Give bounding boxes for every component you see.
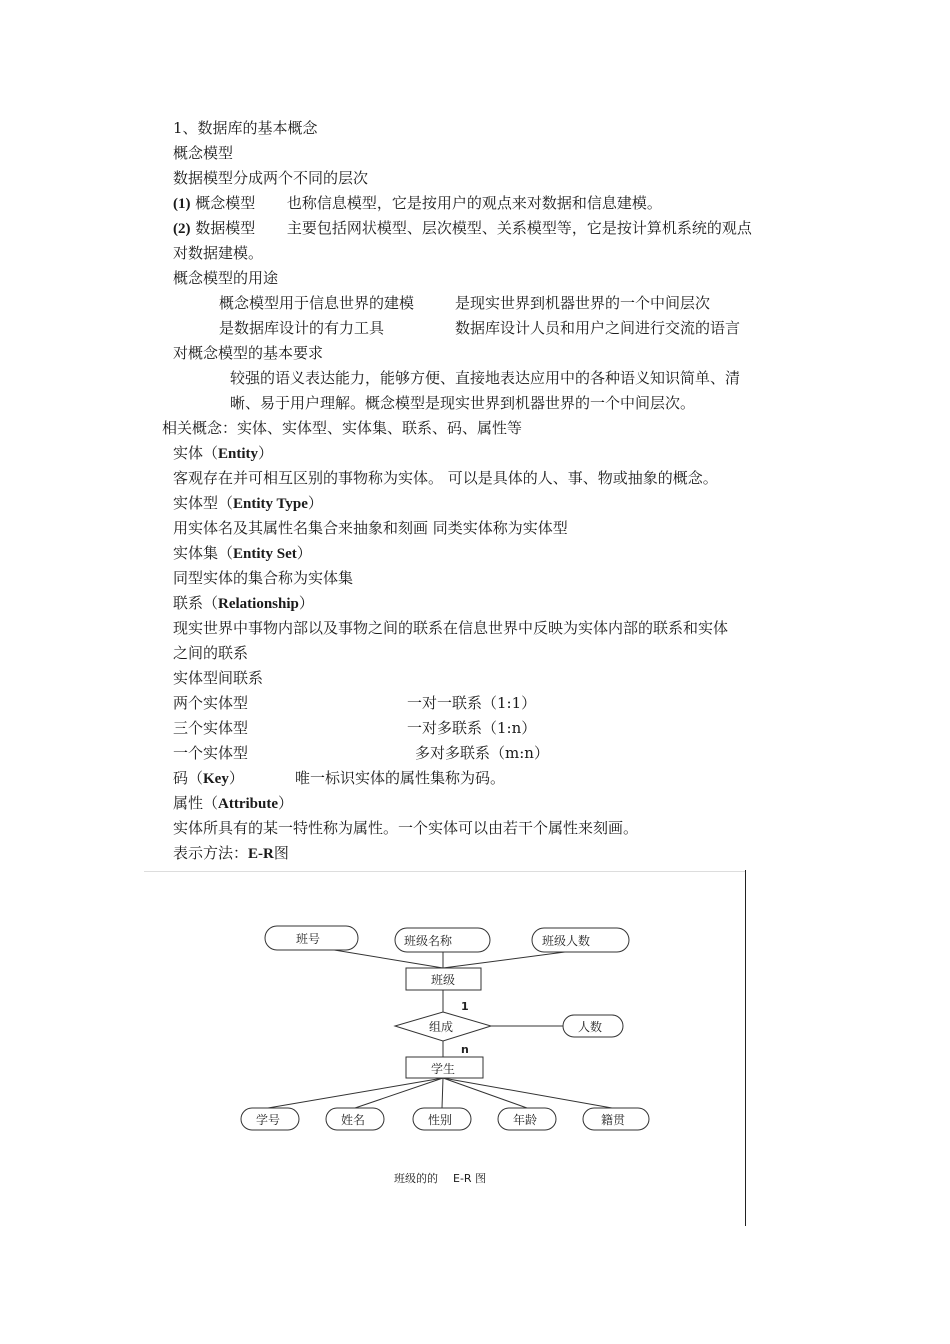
text-line: 较强的语义表达能力，能够方便、直接地表达应用中的各种语义知识简单、清	[230, 369, 741, 387]
attr-class-no-label: 班号	[296, 932, 321, 946]
list-number: (2)	[173, 221, 191, 237]
term: 概念模型	[195, 194, 256, 212]
cardinality-n: n	[461, 1043, 469, 1056]
connector-origin	[443, 1078, 612, 1108]
text-line: 之间的联系	[173, 644, 249, 662]
text-line: 一个实体型	[173, 744, 249, 762]
term-label: 联系（	[173, 594, 219, 612]
text-line: 客观存在并可相互区别的事物称为实体。 可以是具体的人、事、物或抽象的概念。	[173, 469, 718, 487]
term-label: 实体型（	[173, 494, 234, 512]
attr-rel-count-label: 人数	[578, 1020, 603, 1034]
text-line: 现实世界中事物内部以及事物之间的联系在信息世界中反映为实体内部的联系和实体	[173, 619, 729, 637]
attr-class-count-label: 班级人数	[542, 934, 591, 948]
term-english: Key	[203, 771, 229, 787]
heading-requirements: 对概念模型的基本要求	[173, 344, 324, 362]
text-line: 是现实世界到机器世界的一个中间层次	[455, 294, 711, 312]
entity-class-label: 班级	[431, 973, 456, 987]
caption-er: E-R	[453, 1172, 472, 1185]
connector-sid	[268, 1078, 443, 1108]
text-line: 实体所具有的某一特性称为属性。一个实体可以由若干个属性来刻画。	[173, 819, 639, 837]
term-suffix: 图	[273, 844, 289, 862]
connector-name	[355, 1078, 443, 1108]
term-paren: ）	[307, 494, 323, 512]
attr-sid-label: 学号	[256, 1113, 281, 1127]
connector-class-count	[443, 950, 580, 968]
text-line: 是数据库设计的有力工具	[219, 319, 385, 337]
term-paren: ）	[278, 794, 294, 812]
term-english: Relationship	[218, 596, 299, 612]
term-label: 码（	[173, 769, 204, 787]
relationship-compose-label: 组成	[429, 1020, 454, 1034]
term-label: 属性（	[173, 794, 219, 812]
text-line: 两个实体型	[173, 694, 249, 712]
caption-suffix: 图	[475, 1172, 487, 1185]
related-concepts: 相关概念：实体、实体型、实体集、联系、码、属性等	[162, 419, 523, 437]
heading-concept-model: 概念模型	[173, 144, 234, 162]
text-line: 唯一标识实体的属性集称为码。	[295, 769, 506, 787]
term: 数据模型	[195, 219, 256, 237]
section-heading: 1、数据库的基本概念	[173, 119, 318, 137]
term-paren: ）	[228, 769, 244, 787]
term-english: Entity Type	[233, 496, 308, 512]
heading-entity-relations: 实体型间联系	[173, 669, 264, 687]
term-paren: ）	[258, 444, 274, 462]
text-line: 数据模型分成两个不同的层次	[173, 169, 369, 187]
text-line: 概念模型用于信息世界的建模	[219, 294, 415, 312]
term-english: Entity	[218, 446, 259, 462]
term-label: 实体（	[173, 444, 219, 462]
term-paren: ）	[296, 544, 312, 562]
connector-gender	[442, 1078, 443, 1108]
attr-name-label: 姓名	[341, 1113, 366, 1127]
definition: 主要包括网状模型、层次模型、关系模型等，它是按计算机系统的观点	[286, 219, 752, 237]
text-line: 同型实体的集合称为实体集	[173, 569, 354, 587]
attr-age-label: 年龄	[513, 1113, 538, 1127]
attr-class-name-label: 班级名称	[404, 934, 453, 948]
attr-origin-label: 籍贯	[601, 1113, 626, 1127]
text-line: 晰、易于用户理解。概念模型是现实世界到机器世界的一个中间层次。	[230, 394, 696, 412]
term-label: 表示方法：	[173, 844, 249, 862]
text-line: 一对多联系（1:n）	[407, 719, 537, 737]
connector-age	[443, 1078, 527, 1108]
term-english: E-R	[248, 846, 274, 862]
term-english: Entity Set	[233, 546, 297, 562]
cardinality-one: 1	[461, 1000, 469, 1013]
attr-gender-label: 性别	[428, 1113, 453, 1127]
definition: 也称信息模型，它是按用户的观点来对数据和信息建模。	[286, 194, 662, 212]
text-line: 三个实体型	[173, 719, 249, 737]
term-english: Attribute	[218, 796, 279, 812]
text-line: 数据库设计人员和用户之间进行交流的语言	[455, 319, 741, 337]
text-line: 多对多联系（m:n）	[415, 744, 549, 762]
text-line: 对数据建模。	[173, 244, 264, 262]
figure-caption	[394, 1172, 486, 1186]
term-label: 实体集（	[173, 544, 234, 562]
caption-text: 班级的的	[394, 1172, 438, 1185]
heading-usage: 概念模型的用途	[173, 269, 279, 287]
text-line: 一对一联系（1:1）	[407, 694, 537, 712]
text-line: 用实体名及其属性名集合来抽象和刻画 同类实体称为实体型	[173, 519, 568, 537]
entity-student-label: 学生	[431, 1062, 456, 1076]
list-number: (1)	[173, 196, 191, 212]
term-paren: ）	[298, 594, 314, 612]
